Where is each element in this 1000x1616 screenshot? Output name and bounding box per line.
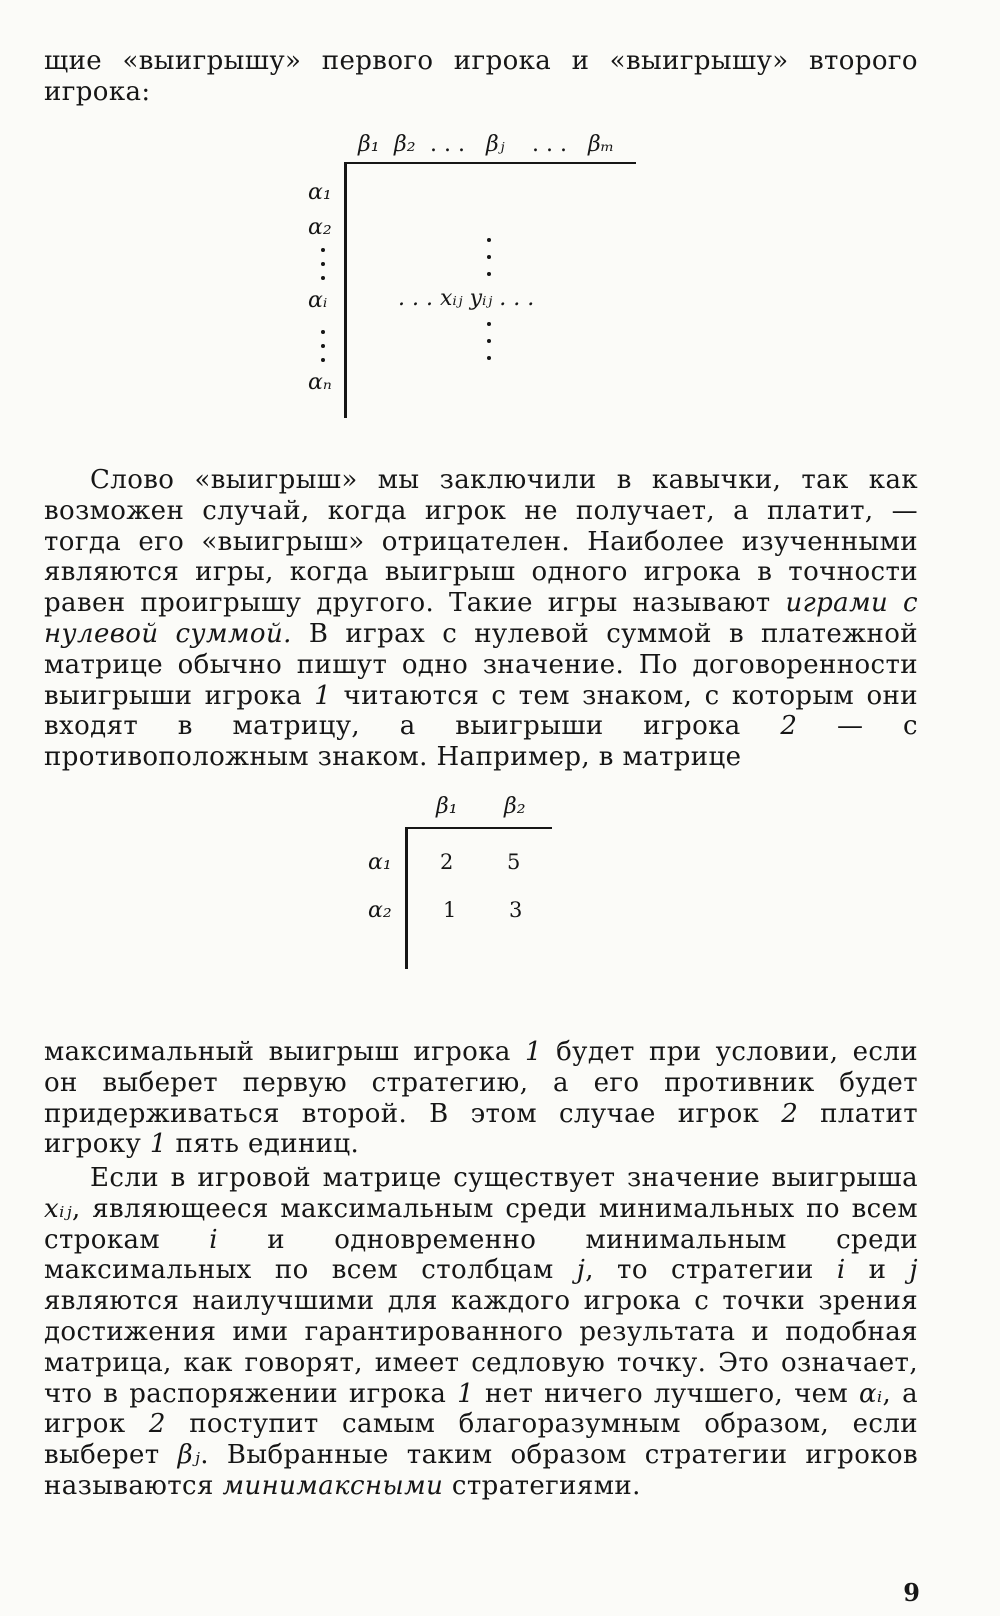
term-zero-sum-games: играми с нулевой суммой. bbox=[44, 588, 919, 649]
matrix2-left-line bbox=[405, 827, 408, 969]
row-header-alpha2: α₂ bbox=[308, 215, 332, 240]
m2-row-alpha2: α₂ bbox=[368, 898, 392, 923]
col-header-betam: βₘ bbox=[588, 132, 615, 157]
paragraph-1 bbox=[44, 46, 918, 108]
row-header-alphan: αₙ bbox=[308, 370, 332, 395]
cell-dot bbox=[487, 255, 491, 259]
matrix2-top-line bbox=[407, 827, 552, 829]
row-dot bbox=[321, 344, 325, 348]
row-dot bbox=[321, 358, 325, 362]
cell-dot bbox=[487, 339, 491, 343]
m2-row-alpha1: α₁ bbox=[368, 850, 392, 875]
paragraph-3: максимальный выигрыш игрока 1 будет при условии, если он выберет первую стратегию, а его противник будет придерживаться второй. В этом случае игрок 2 платит игроку 1 пять единиц. bbox=[44, 1037, 919, 1160]
paragraph-1-text: щие «выигрышу» первого игрока и «выигрышу» второго игрока: bbox=[44, 46, 918, 107]
m2-cell: 3 bbox=[509, 898, 523, 922]
term-minimax: минимаксными bbox=[222, 1470, 444, 1501]
col-header-beta2: β₂ bbox=[394, 132, 416, 157]
matrix1-left-line bbox=[344, 162, 347, 418]
m2-col-beta1: β₁ bbox=[436, 794, 458, 819]
cell-dot bbox=[487, 322, 491, 326]
matrix1-top-line bbox=[346, 162, 636, 164]
cell-dot bbox=[487, 356, 491, 360]
m2-col-beta2: β₂ bbox=[504, 794, 526, 819]
col-header-beta1: β₁ bbox=[358, 132, 380, 157]
row-header-alphai: αᵢ bbox=[308, 288, 328, 313]
col-header-betaj: βⱼ bbox=[486, 132, 505, 157]
m2-cell: 1 bbox=[443, 898, 457, 922]
cell-dot bbox=[487, 238, 491, 242]
row-dot bbox=[321, 276, 325, 280]
paragraph-4: Если в игровой матрице существует значение выигрыша xᵢⱼ, являющееся максимальным среди минимальных по всем строкам i и одновременно минимальным среди максимальных по всем столбцам j, то стратегии i и j являются наилучшими для каждого игрока с точки зрения достижения ими гарантированного результата и подобная матрица, как говорят, имеет седловую точку. Это означает, что в распоряжении игрока 1 нет ничего лучшего, чем αᵢ, а игрок 2 поступит самым благоразумным образом, если выберет βⱼ. Выбранные таким образом стратегии игроков называются минимаксными стратегиями. bbox=[44, 1163, 919, 1501]
row-header-alpha1: α₁ bbox=[308, 180, 332, 205]
cell-dot bbox=[487, 272, 491, 276]
m2-cell: 2 bbox=[440, 850, 454, 874]
matrix1-cell-xij-yij: . . . xᵢⱼ yᵢⱼ . . . bbox=[398, 286, 535, 311]
paragraph-2: Слово «выигрыш» мы заключили в кавычки, так как возможен случай, когда игрок не получает, а платит, — тогда его «выигрыш» отрицателен. Наиболее изученными являются игры, когда выигрыш одного игрока в точности равен проигрышу другого. Такие игры называют играми с нулевой суммой. В играх с нулевой суммой в платежной матрице обычно пишут одно значение. По договоренности выигрыши игрока 1 читаются с тем знаком, с которым они входят в матрицу, а выигрыши игрока 2 — с противоположным знаком. Например, в матрице bbox=[44, 465, 919, 773]
row-dot bbox=[321, 330, 325, 334]
col-header-dots-1: . . . bbox=[430, 132, 465, 157]
col-header-dots-2: . . . bbox=[532, 132, 567, 157]
m2-cell: 5 bbox=[507, 850, 521, 874]
row-dot bbox=[321, 248, 325, 252]
row-dot bbox=[321, 262, 325, 266]
page-number: 9 bbox=[903, 1578, 920, 1607]
